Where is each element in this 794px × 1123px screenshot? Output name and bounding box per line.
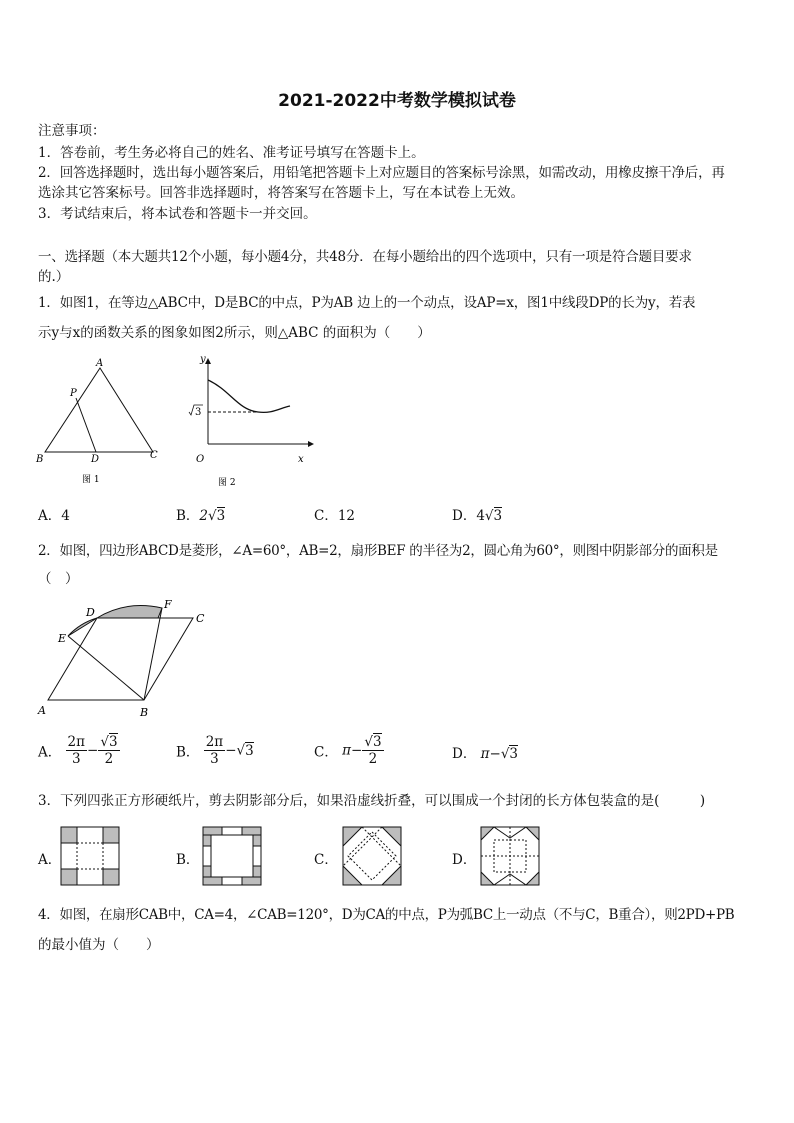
q1-figure-1 — [30, 352, 170, 492]
section-heading-line-2: 的.） — [38, 269, 70, 285]
q2-option-b-fraction: $\frac{2\pi}{3}$ — [205, 734, 224, 767]
fig2-label-sqrt3: 3 — [195, 407, 202, 418]
q2-label-c: C — [196, 612, 205, 625]
q3-option-d-figure[interactable] — [480, 826, 540, 886]
q2-label-d: D — [86, 606, 95, 619]
q1-option-a-value: 4 — [61, 508, 70, 524]
sqrt-icon: √ — [208, 508, 217, 524]
q1-text-line-1: 1．如图1，在等边△ABC中，D是BC的中点，P为AB 边上的一个动点，设AP=x，图1中线段DP的长为y，若表 — [38, 295, 696, 311]
q1-option-d-label: D． — [452, 508, 477, 524]
q4-text-line-2: 的最小值为（ ） — [38, 937, 160, 953]
sqrt-icon: √ — [500, 746, 510, 762]
q2-option-a-fraction-2: $\frac{√3}{2}$ — [100, 734, 118, 767]
q1-option-d[interactable] — [452, 504, 502, 524]
fig1-label-c: C — [150, 450, 158, 461]
notice-line-2: 2．回答选择题时，选出每小题答案后，用铅笔把答题卡上对应题目的答案标号涂黑，如需改动，用橡皮擦干净后，再 — [38, 165, 725, 181]
notice-line-3: 选涂其它答案标号。回答非选择题时，将答案写在答题卡上，写在本试卷上无效。 — [38, 185, 524, 201]
fig2-label-y: y — [200, 354, 206, 365]
q2-option-d-label: D． — [452, 746, 477, 762]
fig2-label-o: O — [196, 454, 205, 465]
q1-figure-2 — [180, 352, 320, 492]
fig1-label-a: A — [96, 358, 104, 369]
q1-option-b[interactable] — [176, 504, 225, 524]
q2-option-c[interactable]: C． π− $\frac{√3}{2}$ — [314, 734, 382, 767]
q2-label-b: B — [140, 706, 149, 719]
q2-text-line-1: 2．如图，四边形ABCD是菱形，∠A=60°，AB=2，扇形BEF 的半径为2，圆心角为60°，则图中阴影部分的面积是 — [38, 543, 718, 559]
q3-option-c-figure[interactable] — [342, 826, 402, 886]
fig2-label-x: x — [298, 454, 304, 465]
q2-label-a: A — [38, 704, 46, 717]
q2-option-c-fraction: $\frac{√3}{2}$ — [364, 734, 382, 767]
q2-label-e: E — [58, 632, 67, 645]
q2-text-line-2: （ ） — [38, 571, 79, 587]
q1-option-a-label: A． — [38, 508, 62, 524]
sqrt-icon: √ — [484, 508, 494, 524]
section-heading-line-1: 一、选择题（本大题共12个小题，每小题4分，共48分．在每小题给出的四个选项中，只有一项是符合题目要求 — [38, 249, 692, 265]
fig2-caption: 图 2 — [218, 478, 236, 488]
q2-option-a-label: A． — [38, 744, 62, 761]
q1-option-b-coef: 2 — [199, 508, 209, 524]
q2-label-f: F — [164, 598, 172, 611]
sqrt-icon: √ — [364, 734, 373, 750]
q3-text-line-1: 3．下列四张正方形硬纸片，剪去阴影部分后，如果沿虚线折叠，可以围成一个封闭的长方体包装盒的是( ) — [38, 793, 706, 809]
q1-option-d-coef: 4 — [476, 508, 485, 524]
notice-heading: 注意事项： — [38, 123, 106, 139]
q3-option-a-label[interactable]: A． — [38, 852, 62, 868]
fig1-label-d: D — [91, 454, 100, 465]
q2-option-d[interactable]: D． π−√3 — [452, 746, 519, 762]
q3-option-a-figure[interactable] — [60, 826, 120, 886]
page-title: 2021-2022中考数学模拟试卷 — [278, 91, 516, 111]
fig1-caption: 图 1 — [82, 475, 100, 485]
q2-option-a-fraction-1: $\frac{2\pi}{3}$ — [67, 734, 86, 767]
q2-option-a[interactable]: A． $\frac{2\pi}{3}$ − $\frac{√3}{2}$ — [38, 734, 118, 767]
q1-option-c-value: 12 — [337, 508, 356, 524]
fig1-label-p: P — [70, 388, 77, 399]
q3-option-b-figure[interactable] — [202, 826, 262, 886]
q1-text-line-2: 示y与x的函数关系的图象如图2所示，则△ABC 的面积为（ ） — [38, 325, 431, 341]
sqrt-icon: √ — [100, 734, 109, 750]
q1-option-c-label: C． — [314, 508, 338, 524]
q1-option-d-radicand: 3 — [493, 508, 503, 524]
q2-option-b-label: B． — [176, 744, 200, 761]
sqrt-icon: √ — [236, 742, 246, 759]
q1-option-b-label: B． — [176, 508, 200, 524]
q4-text-line-1: 4．如图，在扇形CAB中，CA=4，∠CAB=120°，D为CA的中点，P为弧BC上一动点（不与C，B重合），则2PD+PB — [38, 907, 735, 923]
q1-option-b-radicand: 3 — [216, 508, 226, 524]
q3-option-c-label[interactable]: C． — [314, 852, 338, 868]
q2-option-c-label: C． — [314, 744, 338, 761]
notice-line-4: 3．考试结束后，将本试卷和答题卡一并交回。 — [38, 206, 317, 222]
q1-option-a[interactable] — [38, 504, 70, 524]
q2-option-b[interactable]: B． $\frac{2\pi}{3}$ −√3 — [176, 734, 254, 767]
fig1-label-b: B — [36, 454, 44, 465]
q2-figure — [30, 596, 230, 726]
notice-line-1: 1．答卷前，考生务必将自己的姓名、准考证号填写在答题卡上。 — [38, 145, 425, 161]
q3-option-d-label[interactable]: D． — [452, 852, 477, 868]
q1-option-c[interactable] — [314, 504, 355, 524]
q3-option-b-label[interactable]: B． — [176, 852, 200, 868]
